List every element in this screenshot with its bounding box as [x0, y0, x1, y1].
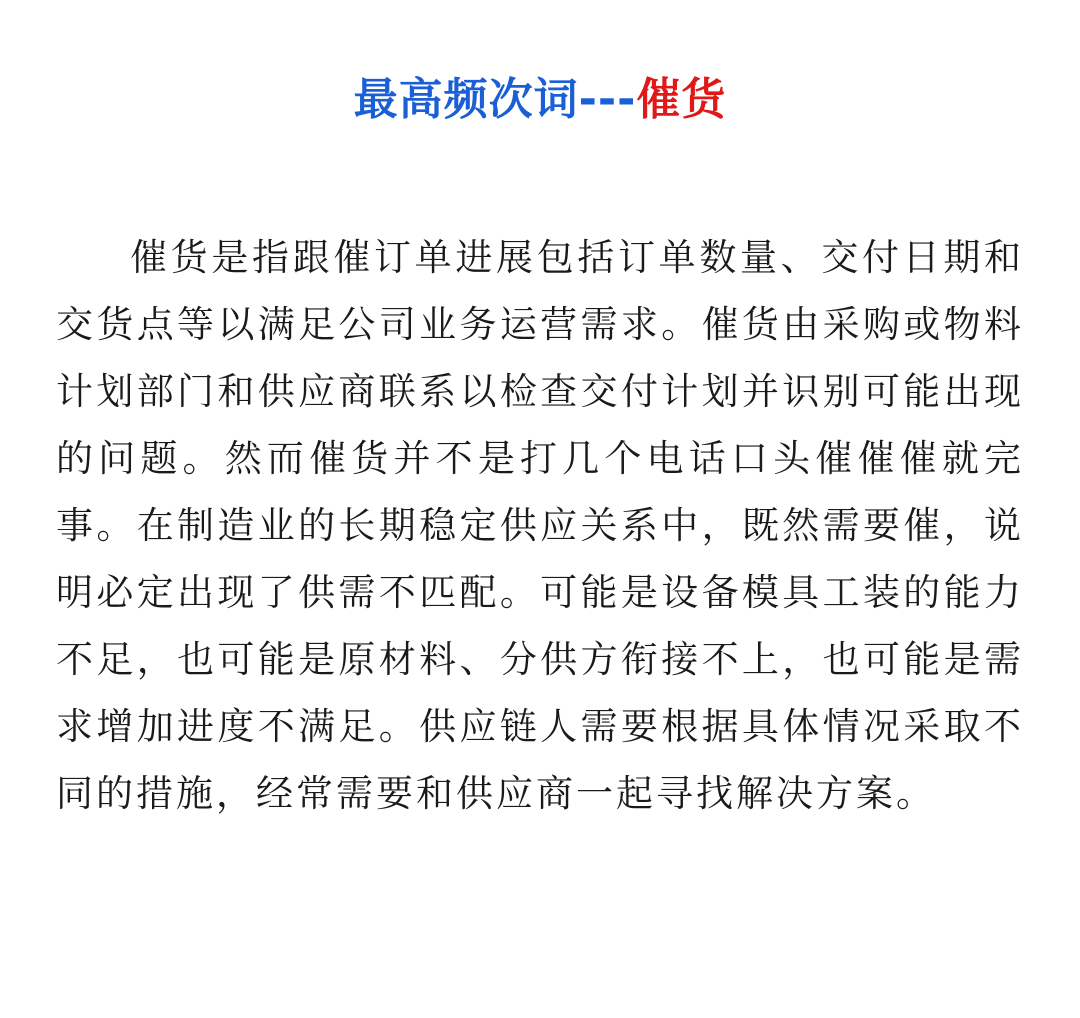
body-paragraph: 催货是指跟催订单进展包括订单数量、交付日期和交货点等以满足公司业务运营需求。催货由采购或物料计划部门和供应商联系以检查交付计划并识别可能出现的问题。然而催货并不是打几个电话口头催催催就完事。在制造业的长期稳定供应关系中，既然需要催，说明必定出现了供需不匹配。可能是设备模具工装的能力不足，也可能是原材料、分供方衔接不上，也可能是需求增加进度不满足。供应链人需要根据具体情况采取不同的措施，经常需要和供应商一起寻找解决方案。 [56, 236, 1024, 815]
page-title [0, 68, 1080, 132]
title-highlight: 催货 [636, 74, 727, 125]
title-prefix: 最高频次词--- [353, 74, 637, 125]
